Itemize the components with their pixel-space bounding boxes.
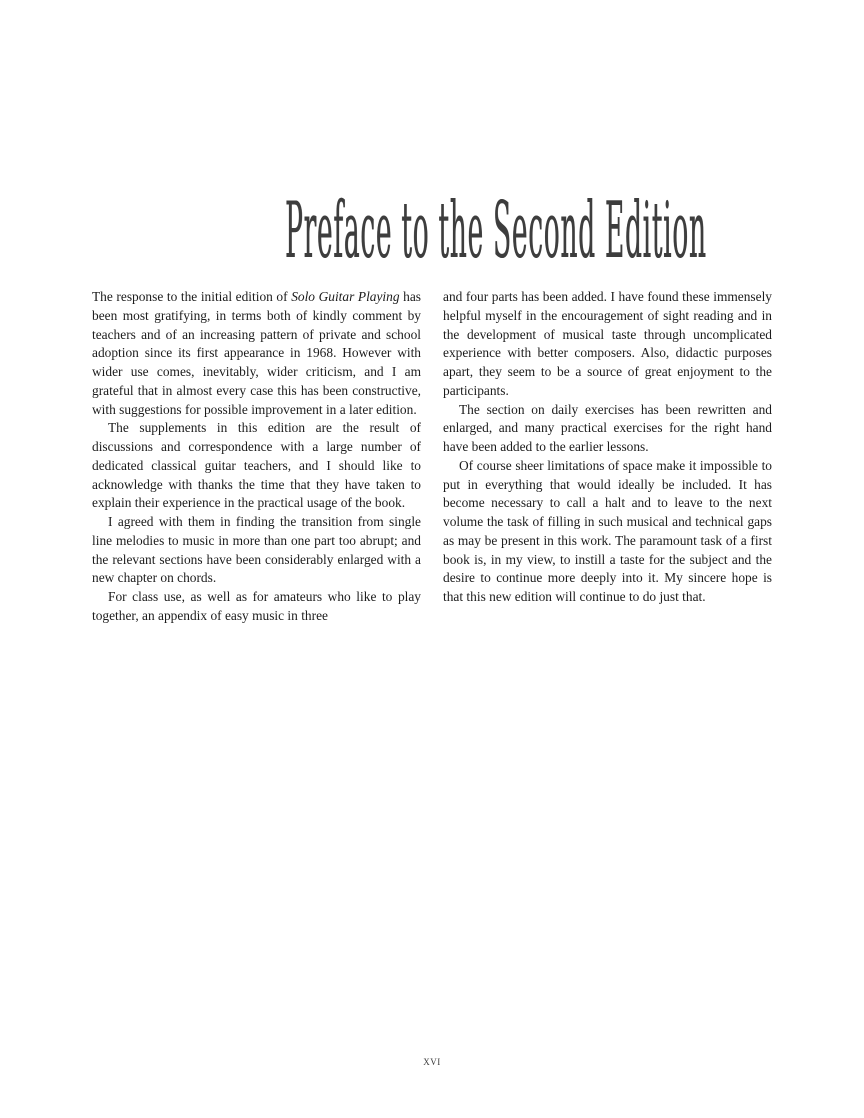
paragraph: The section on daily exercises has been rewritten and enlarged, and many practical exercises for the right hand have been added to the earlier lessons. [443, 401, 772, 454]
left-column [92, 288, 421, 626]
body-columns [92, 288, 772, 626]
book-title-italic: Solo Guitar Playing [291, 289, 400, 304]
paragraph [92, 288, 421, 419]
paragraph: For class use, as well as for amateurs who like to play together, an appendix of easy music in three [92, 589, 421, 623]
page-number: xvi [423, 1053, 441, 1068]
right-column [443, 288, 772, 607]
paragraph: and four parts has been added. I have found these immensely helpful myself in the encouragement of sight reading and in the development of musical taste through uncomplicated experience with better composers. Also, didactic purposes apart, they seem to be a source of great enjoyment to the participants. [443, 289, 772, 398]
paragraph: Of course sheer limitations of space make it impossible to put in everything that would ideally be included. It has become necessary to call a halt and to leave to the next volume the task of filling in such musical and technical gaps as may be present in this work. The paramount task of a first book is, in my view, to instill a taste for the subject and the desire to continue more deeply into it. My sincere hope is that this new edition will continue to do just that. [443, 457, 772, 604]
paragraph: The supplements in this edition are the result of discussions and correspondence with a large number of dedicated classical guitar teachers, and I should like to acknowledge with thanks the time that they have taken to explain their experience in the practical usage of the book. [92, 420, 421, 511]
paragraph-text: has been most gratifying, in terms both of kindly comment by teachers and of an increasing pattern of private and school adoption since its first appearance in 1968. However with wider use comes, inevitably, wider criticism, and I am grateful that in almost every case this has been constructive, with suggestions for possible improvement in a later edition. [92, 289, 421, 417]
paragraph-text: The response to the initial edition of [92, 289, 292, 304]
paragraph: I agreed with them in finding the transition from single line melodies to music in more than one part too abrupt; and the relevant sections have been considerably enlarged with a new chapter on chords. [92, 514, 421, 586]
page-title: Preface to the Second Edition [285, 186, 707, 277]
